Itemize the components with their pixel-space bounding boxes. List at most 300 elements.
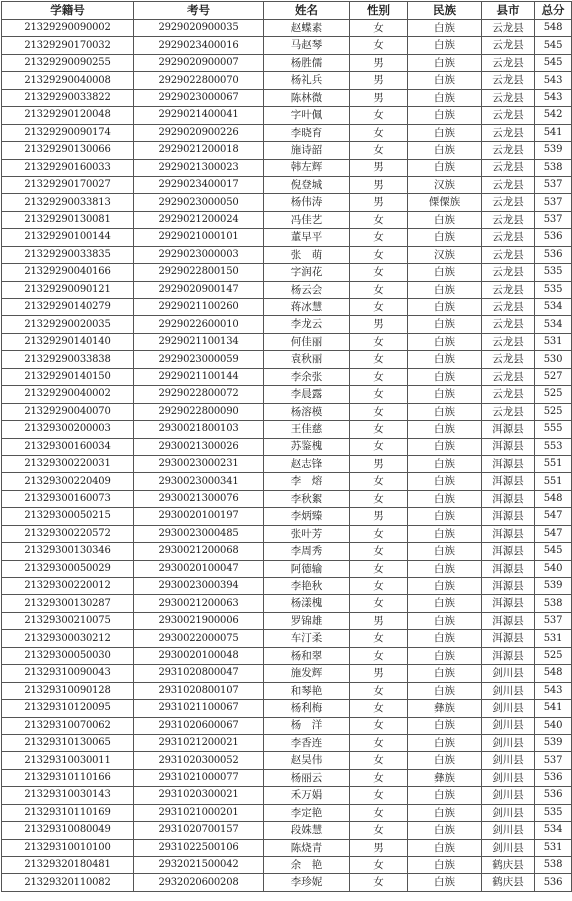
ethnicity-cell: 白族 — [408, 717, 482, 734]
student-id-cell: 21329290140279 — [2, 299, 134, 316]
gender-cell: 女 — [350, 229, 408, 246]
gender-cell: 女 — [350, 107, 408, 124]
student-id-cell: 21329290140150 — [2, 368, 134, 385]
student-id-cell: 21329300050030 — [2, 647, 134, 664]
name-cell: 赵昊伟 — [264, 752, 350, 769]
ethnicity-cell: 白族 — [408, 89, 482, 106]
ethnicity-cell: 白族 — [408, 403, 482, 420]
exam-number-cell: 2932020600208 — [134, 874, 264, 891]
table-row — [2, 560, 572, 577]
name-cell: 字润花 — [264, 264, 350, 281]
total-score-cell: 538 — [535, 595, 572, 612]
county-cell: 剑川县 — [482, 734, 535, 751]
county-cell: 云龙县 — [482, 368, 535, 385]
table-row — [2, 804, 572, 821]
exam-number-cell: 2929021200018 — [134, 142, 264, 159]
ethnicity-cell: 白族 — [408, 682, 482, 699]
name-cell: 李炳臻 — [264, 508, 350, 525]
exam-number-cell: 2930023000231 — [134, 455, 264, 472]
name-cell: 杨胜儒 — [264, 54, 350, 71]
exam-number-cell: 2931021100067 — [134, 700, 264, 717]
gender-cell: 女 — [350, 787, 408, 804]
total-score-cell: 531 — [535, 839, 572, 856]
total-score-cell: 537 — [535, 194, 572, 211]
total-score-cell: 537 — [535, 612, 572, 629]
total-score-cell: 543 — [535, 682, 572, 699]
table-row — [2, 700, 572, 717]
table-row — [2, 333, 572, 350]
exam-number-cell: 2929022800070 — [134, 72, 264, 89]
ethnicity-cell: 白族 — [408, 787, 482, 804]
name-cell: 李周秀 — [264, 543, 350, 560]
table-row — [2, 368, 572, 385]
total-score-cell: 540 — [535, 717, 572, 734]
county-cell: 洱源县 — [482, 595, 535, 612]
student-id-cell: 21329310030143 — [2, 787, 134, 804]
student-id-cell: 21329310110169 — [2, 804, 134, 821]
county-cell: 洱源县 — [482, 543, 535, 560]
table-row — [2, 403, 572, 420]
county-cell: 云龙县 — [482, 176, 535, 193]
name-cell: 阿德输 — [264, 560, 350, 577]
county-cell: 云龙县 — [482, 107, 535, 124]
name-cell: 李晓育 — [264, 124, 350, 141]
name-cell: 倪登城 — [264, 176, 350, 193]
table-row — [2, 647, 572, 664]
gender-cell: 男 — [350, 176, 408, 193]
total-score-cell: 535 — [535, 264, 572, 281]
county-cell: 洱源县 — [482, 473, 535, 490]
exam-number-cell: 2929021000101 — [134, 229, 264, 246]
exam-number-cell: 2929023000003 — [134, 246, 264, 263]
student-id-cell: 21329290090174 — [2, 124, 134, 141]
ethnicity-cell: 白族 — [408, 874, 482, 891]
county-cell: 剑川县 — [482, 804, 535, 821]
name-cell: 赵蝶素 — [264, 20, 350, 37]
exam-number-cell: 2929023000050 — [134, 194, 264, 211]
ethnicity-cell: 白族 — [408, 142, 482, 159]
total-score-cell: 536 — [535, 787, 572, 804]
table-row — [2, 20, 572, 37]
exam-number-cell: 2930021200068 — [134, 543, 264, 560]
name-cell: 和琴艳 — [264, 682, 350, 699]
student-id-cell: 21329290040008 — [2, 72, 134, 89]
student-id-cell: 21329310070062 — [2, 717, 134, 734]
exam-number-cell: 2931020800047 — [134, 665, 264, 682]
exam-number-cell: 2929022600010 — [134, 316, 264, 333]
county-cell: 洱源县 — [482, 455, 535, 472]
exam-number-cell: 2929020900226 — [134, 124, 264, 141]
table-row — [2, 176, 572, 193]
ethnicity-cell: 白族 — [408, 543, 482, 560]
exam-number-cell: 2931021200021 — [134, 734, 264, 751]
name-cell: 李余张 — [264, 368, 350, 385]
table-row — [2, 717, 572, 734]
student-id-cell: 21329320180481 — [2, 857, 134, 874]
ethnicity-cell: 白族 — [408, 333, 482, 350]
student-id-cell: 21329300050029 — [2, 560, 134, 577]
exam-number-cell: 2930021300076 — [134, 490, 264, 507]
student-id-cell: 21329310010100 — [2, 839, 134, 856]
ethnicity-cell: 傈僳族 — [408, 194, 482, 211]
header-ethnicity: 民族 — [408, 2, 482, 20]
total-score-cell: 553 — [535, 438, 572, 455]
county-cell: 云龙县 — [482, 229, 535, 246]
total-score-cell: 551 — [535, 455, 572, 472]
table-header-row — [2, 2, 572, 20]
ethnicity-cell: 白族 — [408, 107, 482, 124]
student-id-cell: 21329290140140 — [2, 333, 134, 350]
table-row — [2, 612, 572, 629]
exam-number-cell: 2930021200063 — [134, 595, 264, 612]
county-cell: 云龙县 — [482, 403, 535, 420]
ethnicity-cell: 白族 — [408, 839, 482, 856]
county-cell: 洱源县 — [482, 630, 535, 647]
county-cell: 云龙县 — [482, 72, 535, 89]
gender-cell: 女 — [350, 421, 408, 438]
gender-cell: 女 — [350, 386, 408, 403]
total-score-cell: 537 — [535, 211, 572, 228]
ethnicity-cell: 白族 — [408, 386, 482, 403]
ethnicity-cell: 白族 — [408, 159, 482, 176]
table-row — [2, 438, 572, 455]
total-score-cell: 530 — [535, 351, 572, 368]
table-row — [2, 508, 572, 525]
name-cell: 李龙云 — [264, 316, 350, 333]
table-row — [2, 89, 572, 106]
table-row — [2, 159, 572, 176]
name-cell: 何佳丽 — [264, 333, 350, 350]
name-cell: 李 熔 — [264, 473, 350, 490]
total-score-cell: 536 — [535, 769, 572, 786]
gender-cell: 男 — [350, 89, 408, 106]
total-score-cell: 548 — [535, 490, 572, 507]
gender-cell: 女 — [350, 560, 408, 577]
gender-cell: 女 — [350, 752, 408, 769]
county-cell: 洱源县 — [482, 612, 535, 629]
table-row — [2, 72, 572, 89]
name-cell: 杨 洋 — [264, 717, 350, 734]
table-row — [2, 752, 572, 769]
table-row — [2, 874, 572, 891]
gender-cell: 女 — [350, 769, 408, 786]
county-cell: 云龙县 — [482, 37, 535, 54]
county-cell: 云龙县 — [482, 89, 535, 106]
name-cell: 李秋絮 — [264, 490, 350, 507]
header-student-id: 学籍号 — [2, 2, 134, 20]
ethnicity-cell: 白族 — [408, 54, 482, 71]
name-cell: 苏鉴槐 — [264, 438, 350, 455]
student-id-cell: 21329290100144 — [2, 229, 134, 246]
ethnicity-cell: 白族 — [408, 211, 482, 228]
score-table — [1, 1, 572, 892]
student-id-cell: 21329290170032 — [2, 37, 134, 54]
name-cell: 李香连 — [264, 734, 350, 751]
ethnicity-cell: 白族 — [408, 299, 482, 316]
gender-cell: 女 — [350, 438, 408, 455]
county-cell: 云龙县 — [482, 54, 535, 71]
gender-cell: 女 — [350, 717, 408, 734]
gender-cell: 男 — [350, 194, 408, 211]
student-id-cell: 21329290040166 — [2, 264, 134, 281]
ethnicity-cell: 白族 — [408, 316, 482, 333]
county-cell: 剑川县 — [482, 839, 535, 856]
name-cell: 杨溶模 — [264, 403, 350, 420]
gender-cell: 女 — [350, 211, 408, 228]
total-score-cell: 542 — [535, 107, 572, 124]
total-score-cell: 536 — [535, 874, 572, 891]
exam-number-cell: 2929021400041 — [134, 107, 264, 124]
ethnicity-cell: 白族 — [408, 72, 482, 89]
exam-number-cell: 2929022800072 — [134, 386, 264, 403]
ethnicity-cell: 白族 — [408, 37, 482, 54]
exam-number-cell: 2931021000201 — [134, 804, 264, 821]
name-cell: 李定艳 — [264, 804, 350, 821]
table-row — [2, 769, 572, 786]
name-cell: 施诗韶 — [264, 142, 350, 159]
county-cell: 云龙县 — [482, 281, 535, 298]
total-score-cell: 540 — [535, 560, 572, 577]
gender-cell: 女 — [350, 700, 408, 717]
name-cell: 罗锦雄 — [264, 612, 350, 629]
gender-cell: 女 — [350, 142, 408, 159]
county-cell: 洱源县 — [482, 525, 535, 542]
student-id-cell: 21329300160073 — [2, 490, 134, 507]
gender-cell: 女 — [350, 124, 408, 141]
student-id-cell: 21329290040070 — [2, 403, 134, 420]
exam-number-cell: 2929020900147 — [134, 281, 264, 298]
county-cell: 剑川县 — [482, 769, 535, 786]
exam-number-cell: 2931022500106 — [134, 839, 264, 856]
ethnicity-cell: 白族 — [408, 281, 482, 298]
total-score-cell: 545 — [535, 543, 572, 560]
student-id-cell: 21329300220572 — [2, 525, 134, 542]
exam-number-cell: 2931020700157 — [134, 822, 264, 839]
table-row — [2, 421, 572, 438]
gender-cell: 女 — [350, 281, 408, 298]
ethnicity-cell: 汉族 — [408, 246, 482, 263]
exam-number-cell: 2930023000341 — [134, 473, 264, 490]
county-cell: 洱源县 — [482, 560, 535, 577]
student-id-cell: 21329290130066 — [2, 142, 134, 159]
gender-cell: 男 — [350, 54, 408, 71]
total-score-cell: 535 — [535, 804, 572, 821]
exam-number-cell: 2930020100197 — [134, 508, 264, 525]
gender-cell: 女 — [350, 822, 408, 839]
name-cell: 余 艳 — [264, 857, 350, 874]
gender-cell: 女 — [350, 473, 408, 490]
table-row — [2, 734, 572, 751]
header-total-score: 总分 — [535, 2, 572, 20]
total-score-cell: 543 — [535, 89, 572, 106]
student-id-cell: 21329290120048 — [2, 107, 134, 124]
name-cell: 李艳秋 — [264, 578, 350, 595]
name-cell: 李晨露 — [264, 386, 350, 403]
name-cell: 马赵琴 — [264, 37, 350, 54]
exam-number-cell: 2931021000077 — [134, 769, 264, 786]
table-row — [2, 787, 572, 804]
name-cell: 陈林微 — [264, 89, 350, 106]
ethnicity-cell: 白族 — [408, 822, 482, 839]
total-score-cell: 531 — [535, 333, 572, 350]
gender-cell: 男 — [350, 839, 408, 856]
exam-number-cell: 2929022800150 — [134, 264, 264, 281]
ethnicity-cell: 白族 — [408, 229, 482, 246]
exam-number-cell: 2930021800103 — [134, 421, 264, 438]
name-cell: 赵志锋 — [264, 455, 350, 472]
gender-cell: 女 — [350, 734, 408, 751]
county-cell: 剑川县 — [482, 700, 535, 717]
ethnicity-cell: 白族 — [408, 455, 482, 472]
ethnicity-cell: 白族 — [408, 734, 482, 751]
county-cell: 云龙县 — [482, 211, 535, 228]
table-row — [2, 194, 572, 211]
exam-number-cell: 2932021500042 — [134, 857, 264, 874]
header-exam-number: 考号 — [134, 2, 264, 20]
gender-cell: 女 — [350, 333, 408, 350]
ethnicity-cell: 白族 — [408, 473, 482, 490]
gender-cell: 女 — [350, 578, 408, 595]
exam-number-cell: 2929021200024 — [134, 211, 264, 228]
county-cell: 洱源县 — [482, 508, 535, 525]
student-id-cell: 21329310090128 — [2, 682, 134, 699]
table-row — [2, 822, 572, 839]
name-cell: 王佳慈 — [264, 421, 350, 438]
gender-cell: 男 — [350, 665, 408, 682]
gender-cell: 女 — [350, 403, 408, 420]
exam-number-cell: 2930021300026 — [134, 438, 264, 455]
student-id-cell: 21329290160033 — [2, 159, 134, 176]
student-id-cell: 21329290170027 — [2, 176, 134, 193]
student-id-cell: 21329300220031 — [2, 455, 134, 472]
student-id-cell: 21329310080049 — [2, 822, 134, 839]
table-row — [2, 543, 572, 560]
county-cell: 云龙县 — [482, 159, 535, 176]
total-score-cell: 525 — [535, 647, 572, 664]
name-cell: 韩左辉 — [264, 159, 350, 176]
table-row — [2, 857, 572, 874]
student-id-cell: 21329290033838 — [2, 351, 134, 368]
exam-number-cell: 2929021300023 — [134, 159, 264, 176]
exam-number-cell: 2929023000059 — [134, 351, 264, 368]
name-cell: 施发辉 — [264, 665, 350, 682]
county-cell: 洱源县 — [482, 578, 535, 595]
total-score-cell: 548 — [535, 665, 572, 682]
total-score-cell: 534 — [535, 299, 572, 316]
exam-number-cell: 2929020900007 — [134, 54, 264, 71]
ethnicity-cell: 白族 — [408, 264, 482, 281]
gender-cell: 女 — [350, 543, 408, 560]
total-score-cell: 547 — [535, 525, 572, 542]
total-score-cell: 538 — [535, 857, 572, 874]
name-cell: 董早平 — [264, 229, 350, 246]
county-cell: 鹤庆县 — [482, 874, 535, 891]
table-row — [2, 107, 572, 124]
county-cell: 云龙县 — [482, 299, 535, 316]
table-row — [2, 142, 572, 159]
table-row — [2, 351, 572, 368]
gender-cell: 男 — [350, 72, 408, 89]
table-row — [2, 839, 572, 856]
table-row — [2, 37, 572, 54]
name-cell: 字叶佩 — [264, 107, 350, 124]
total-score-cell: 531 — [535, 630, 572, 647]
total-score-cell: 548 — [535, 20, 572, 37]
student-id-cell: 21329290130081 — [2, 211, 134, 228]
student-id-cell: 21329290033835 — [2, 246, 134, 263]
total-score-cell: 545 — [535, 37, 572, 54]
ethnicity-cell: 白族 — [408, 578, 482, 595]
ethnicity-cell: 汉族 — [408, 176, 482, 193]
ethnicity-cell: 白族 — [408, 857, 482, 874]
table-body — [2, 20, 572, 892]
student-id-cell: 21329300160034 — [2, 438, 134, 455]
total-score-cell: 551 — [535, 473, 572, 490]
table-row — [2, 455, 572, 472]
name-cell: 杨云会 — [264, 281, 350, 298]
total-score-cell: 525 — [535, 386, 572, 403]
exam-number-cell: 2930020100047 — [134, 560, 264, 577]
name-cell: 段姝慧 — [264, 822, 350, 839]
ethnicity-cell: 白族 — [408, 20, 482, 37]
student-id-cell: 21329290033822 — [2, 89, 134, 106]
exam-number-cell: 2930022000075 — [134, 630, 264, 647]
total-score-cell: 539 — [535, 734, 572, 751]
county-cell: 剑川县 — [482, 717, 535, 734]
total-score-cell: 543 — [535, 72, 572, 89]
ethnicity-cell: 白族 — [408, 665, 482, 682]
table-row — [2, 211, 572, 228]
total-score-cell: 539 — [535, 578, 572, 595]
name-cell: 杨伟涛 — [264, 194, 350, 211]
total-score-cell: 539 — [535, 142, 572, 159]
total-score-cell: 555 — [535, 421, 572, 438]
total-score-cell: 538 — [535, 159, 572, 176]
county-cell: 云龙县 — [482, 124, 535, 141]
student-id-cell: 21329300200003 — [2, 421, 134, 438]
county-cell: 云龙县 — [482, 333, 535, 350]
exam-number-cell: 2930023000485 — [134, 525, 264, 542]
table-row — [2, 630, 572, 647]
gender-cell: 女 — [350, 368, 408, 385]
ethnicity-cell: 白族 — [408, 647, 482, 664]
exam-number-cell: 2929021100144 — [134, 368, 264, 385]
total-score-cell: 541 — [535, 124, 572, 141]
gender-cell: 女 — [350, 804, 408, 821]
county-cell: 剑川县 — [482, 752, 535, 769]
name-cell: 袁秋丽 — [264, 351, 350, 368]
ethnicity-cell: 白族 — [408, 124, 482, 141]
gender-cell: 女 — [350, 264, 408, 281]
student-id-cell: 21329310030011 — [2, 752, 134, 769]
student-id-cell: 21329300050215 — [2, 508, 134, 525]
ethnicity-cell: 白族 — [408, 421, 482, 438]
gender-cell: 女 — [350, 874, 408, 891]
total-score-cell: 536 — [535, 246, 572, 263]
gender-cell: 女 — [350, 351, 408, 368]
ethnicity-cell: 彝族 — [408, 700, 482, 717]
student-id-cell: 21329300130287 — [2, 595, 134, 612]
student-id-cell: 21329320110082 — [2, 874, 134, 891]
county-cell: 云龙县 — [482, 264, 535, 281]
gender-cell: 男 — [350, 612, 408, 629]
exam-number-cell: 2929023400017 — [134, 176, 264, 193]
exam-number-cell: 2929022800090 — [134, 403, 264, 420]
table-row — [2, 595, 572, 612]
total-score-cell: 537 — [535, 752, 572, 769]
student-id-cell: 21329310090043 — [2, 665, 134, 682]
county-cell: 云龙县 — [482, 316, 535, 333]
